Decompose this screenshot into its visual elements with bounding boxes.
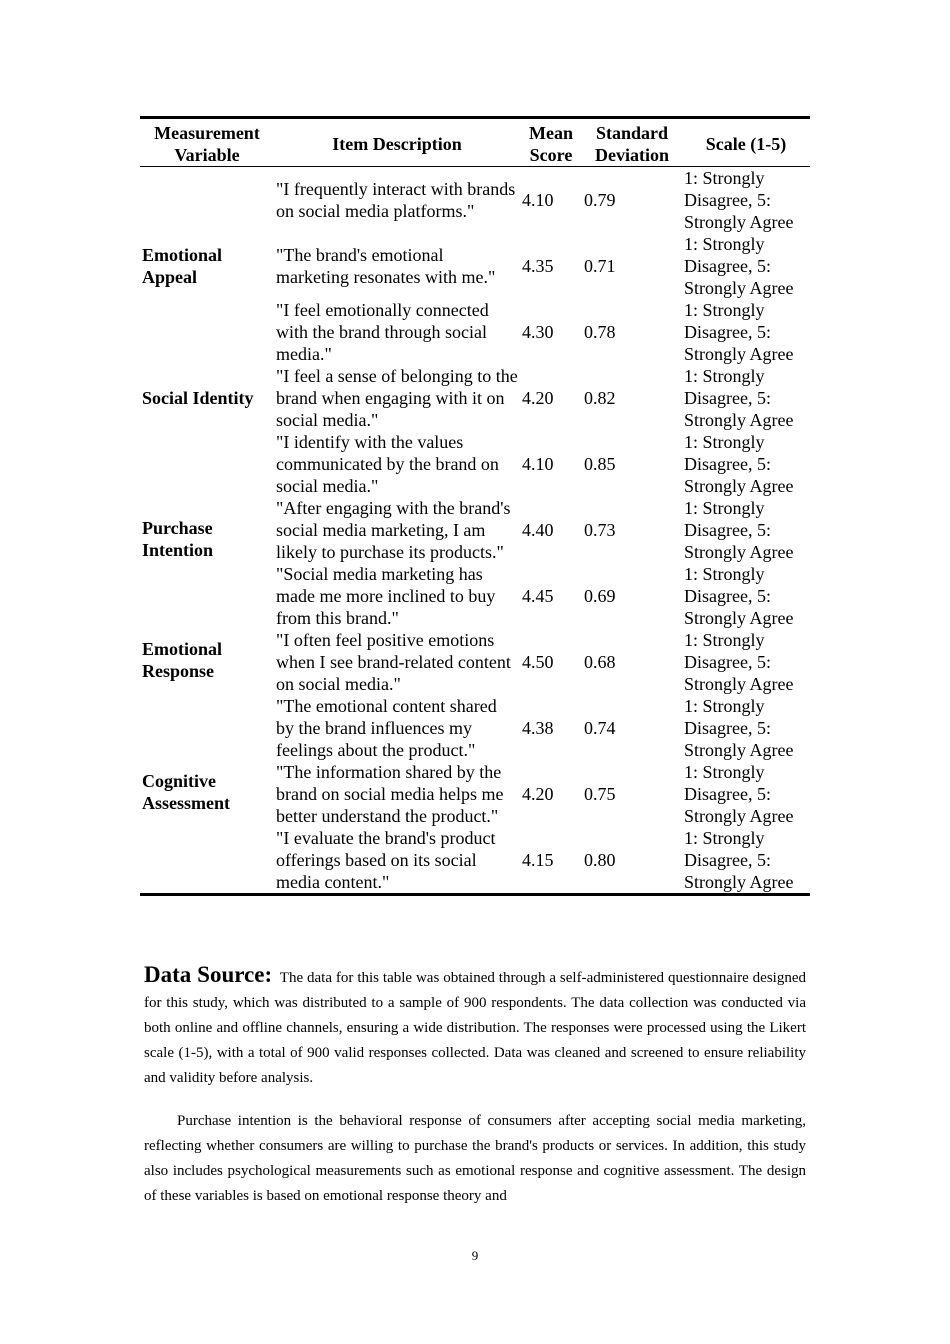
- item-cell: "I feel a sense of belonging to the brand when engaging with it on social media.": [276, 366, 518, 430]
- sd-cell: 0.71: [584, 256, 616, 276]
- header-item: Item Description: [332, 134, 462, 154]
- scale-cell: 1: Strongly Disagree, 5: Strongly Agree: [684, 366, 794, 430]
- item-cell: "I frequently interact with brands on social media platforms.": [276, 179, 516, 221]
- table-row: [140, 497, 810, 563]
- sd-cell: 0.79: [584, 190, 616, 210]
- sd-cell: 0.68: [584, 652, 616, 672]
- item-cell: "The information shared by the brand on social media helps me better understand the product.": [276, 762, 504, 826]
- item-cell: "The brand's emotional marketing resonates with me.": [276, 245, 496, 287]
- item-cell: "Social media marketing has made me more inclined to buy from this brand.": [276, 564, 496, 628]
- item-cell: "After engaging with the brand's social media marketing, I am likely to purchase its products.": [276, 498, 511, 562]
- item-cell: "The emotional content shared by the brand influences my feelings about the product.": [276, 696, 497, 760]
- sd-cell: 0.80: [584, 850, 616, 870]
- mean-cell: 4.10: [522, 454, 554, 474]
- scale-cell: 1: Strongly Disagree, 5: Strongly Agree: [684, 828, 794, 892]
- mean-cell: 4.30: [522, 322, 554, 342]
- sd-cell: 0.82: [584, 388, 616, 408]
- scale-cell: 1: Strongly Disagree, 5: Strongly Agree: [684, 234, 794, 298]
- variable-cell: Cognitive Assessment: [142, 771, 230, 813]
- variable-cell: Purchase Intention: [142, 518, 214, 560]
- header-variable: Measurement Variable: [154, 123, 260, 165]
- sd-cell: 0.85: [584, 454, 616, 474]
- sd-cell: 0.75: [584, 784, 616, 804]
- scale-cell: 1: Strongly Disagree, 5: Strongly Agree: [684, 300, 794, 364]
- data-source-label: Data Source:: [144, 962, 273, 987]
- page-number: 9: [471, 1248, 479, 1263]
- mean-cell: 4.45: [522, 586, 554, 606]
- item-cell: "I identify with the values communicated by the brand on social media.": [276, 432, 499, 496]
- mean-cell: 4.15: [522, 850, 554, 870]
- sd-cell: 0.78: [584, 322, 616, 342]
- sd-cell: 0.73: [584, 520, 616, 540]
- sd-cell: 0.69: [584, 586, 616, 606]
- mean-cell: 4.35: [522, 256, 554, 276]
- scale-cell: 1: Strongly Disagree, 5: Strongly Agree: [684, 168, 794, 232]
- item-cell: "I evaluate the brand's product offerings based on its social media content.": [276, 828, 496, 892]
- header-sd: Standard Deviation: [595, 123, 669, 165]
- table-row: [140, 761, 810, 827]
- mean-cell: 4.40: [522, 520, 554, 540]
- table-body: [140, 167, 810, 895]
- table-row: [140, 365, 810, 431]
- item-cell: "I often feel positive emotions when I see brand-related content on social media.": [276, 630, 511, 694]
- variable-cell: Emotional Appeal: [142, 245, 223, 287]
- mean-cell: 4.20: [522, 388, 554, 408]
- header-scale: Scale (1-5): [705, 134, 787, 154]
- scale-cell: 1: Strongly Disagree, 5: Strongly Agree: [684, 762, 794, 826]
- variable-cell: Social Identity: [142, 388, 254, 408]
- data-source-text: The data for this table was obtained through a self-administered questionnaire designed for this study, which was distributed to a sample of 900 respondents. The data collection was conducted via both online and offline channels, ensuring a wide distribution. The responses were processed using the Likert scale (1-5), with a total of 900 valid responses collected. Data was cleaned and screened to ensure reliability and validity before analysis.: [144, 970, 807, 1086]
- body-paragraph: Purchase intention is the behavioral response of consumers after accepting social media marketing, reflecting whether consumers are willing to purchase the brand's products or services. In addition, this study also includes psychological measurements such as emotional response and cognitive assessment. The design of these variables is based on emotional response theory and: [144, 1113, 806, 1204]
- sd-cell: 0.74: [584, 718, 616, 738]
- table-header-row: [140, 118, 810, 167]
- item-cell: "I feel emotionally connected with the brand through social media.": [276, 300, 489, 364]
- mean-cell: 4.50: [522, 652, 554, 672]
- scale-cell: 1: Strongly Disagree, 5: Strongly Agree: [684, 498, 794, 562]
- measurement-table: [140, 116, 810, 896]
- table-row: [140, 167, 810, 234]
- mean-cell: 4.20: [522, 784, 554, 804]
- variable-cell: Emotional Response: [142, 639, 223, 681]
- scale-cell: 1: Strongly Disagree, 5: Strongly Agree: [684, 432, 794, 496]
- scale-cell: 1: Strongly Disagree, 5: Strongly Agree: [684, 564, 794, 628]
- scale-cell: 1: Strongly Disagree, 5: Strongly Agree: [684, 630, 794, 694]
- data-source-note: [144, 962, 806, 1091]
- mean-cell: 4.38: [522, 718, 554, 738]
- table-row: [140, 629, 810, 695]
- mean-cell: 4.10: [522, 190, 554, 210]
- scale-cell: 1: Strongly Disagree, 5: Strongly Agree: [684, 696, 794, 760]
- header-mean: Mean Score: [529, 123, 573, 165]
